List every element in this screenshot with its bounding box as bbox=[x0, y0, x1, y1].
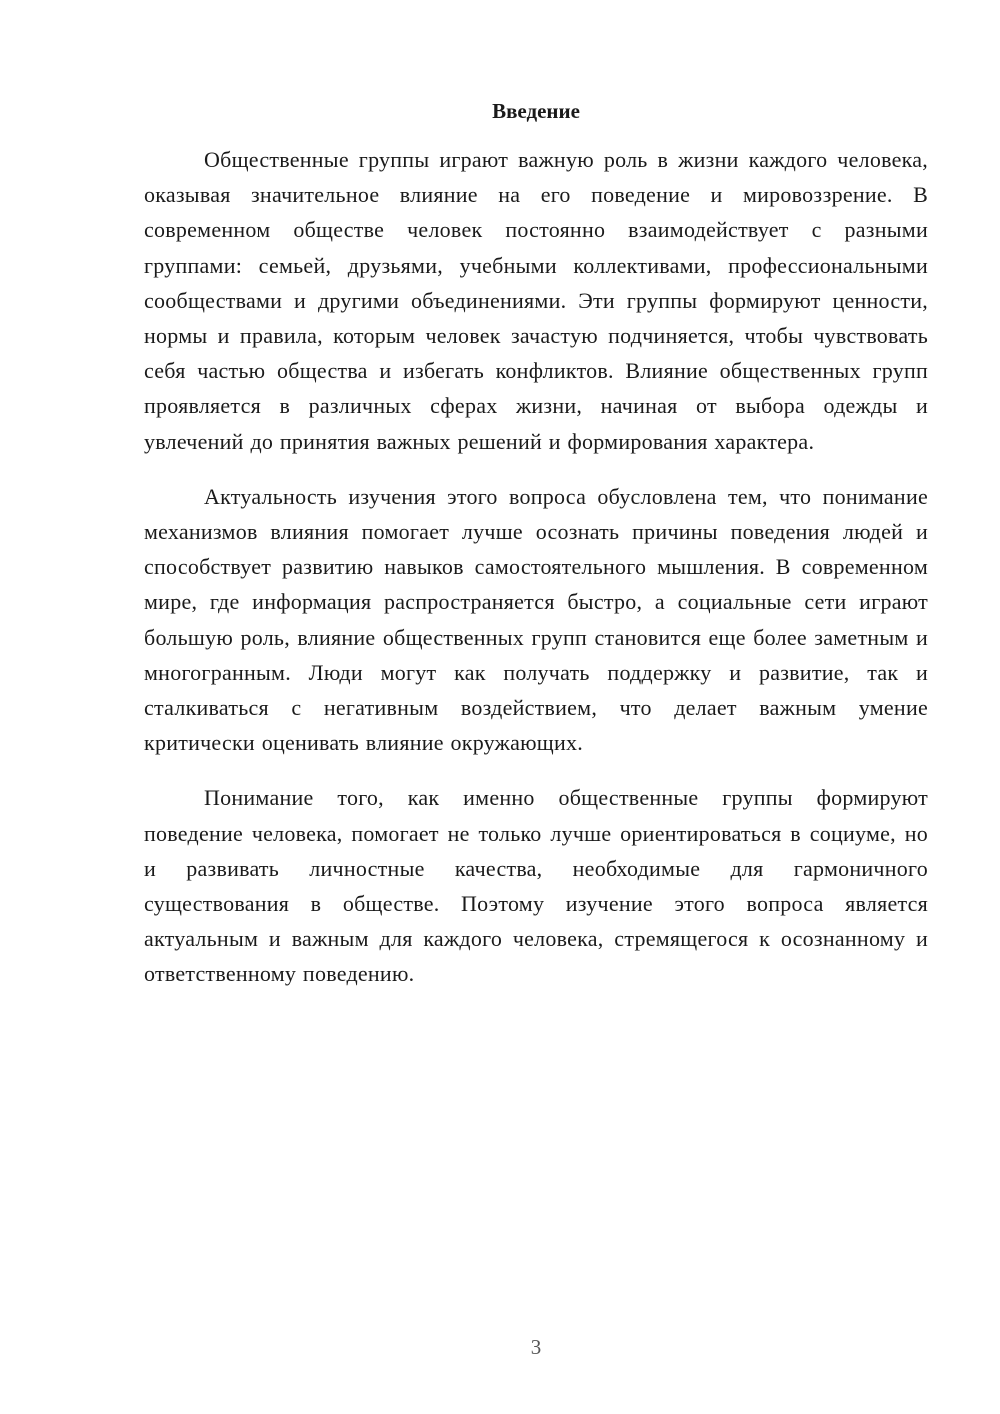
page-number: 3 bbox=[530, 1335, 542, 1359]
paragraph-3: Понимание того, как именно общественные группы формируют поведение человека, помогает не только лучше ориентироваться в социуме, но и развивать личностные качества, необходимые для гармоничного существования в обществе. Поэтому изучение этого вопроса является актуальным и важным для каждого человека, стремящегося к осознанному и ответственному поведению. bbox=[144, 785, 928, 987]
body-text bbox=[144, 142, 928, 992]
section-title: Введение bbox=[492, 99, 580, 123]
paragraph-2: Актуальность изучения этого вопроса обусловлена тем, что понимание механизмов влияния помогает лучше осознать причины поведения людей и способствует развитию навыков самостоятельного мышления. В современном мире, где информация распространяется быстро, а социальные сети играют большую роль, влияние общественных групп становится еще более заметным и многогранным. Люди могут как получать поддержку и развитие, так и сталкиваться с негативным воздействием, что делает важным умение критически оценивать влияние окружающих. bbox=[144, 483, 928, 756]
paragraph-1: Общественные группы играют важную роль в жизни каждого человека, оказывая значительное влияние на его поведение и мировоззрение. В современном обществе человек постоянно взаимодействует с разными группами: семьей, друзьями, учебными коллективами, профессиональными сообществами и другими объединениями. Эти группы формируют ценности, нормы и правила, которым человек зачастую подчиняется, чтобы чувствовать себя частью общества и избегать конфликтов. Влияние общественных групп проявляется в различных сферах жизни, начиная от выбора одежды и увлечений до принятия важных решений и формирования характера. bbox=[144, 147, 928, 454]
